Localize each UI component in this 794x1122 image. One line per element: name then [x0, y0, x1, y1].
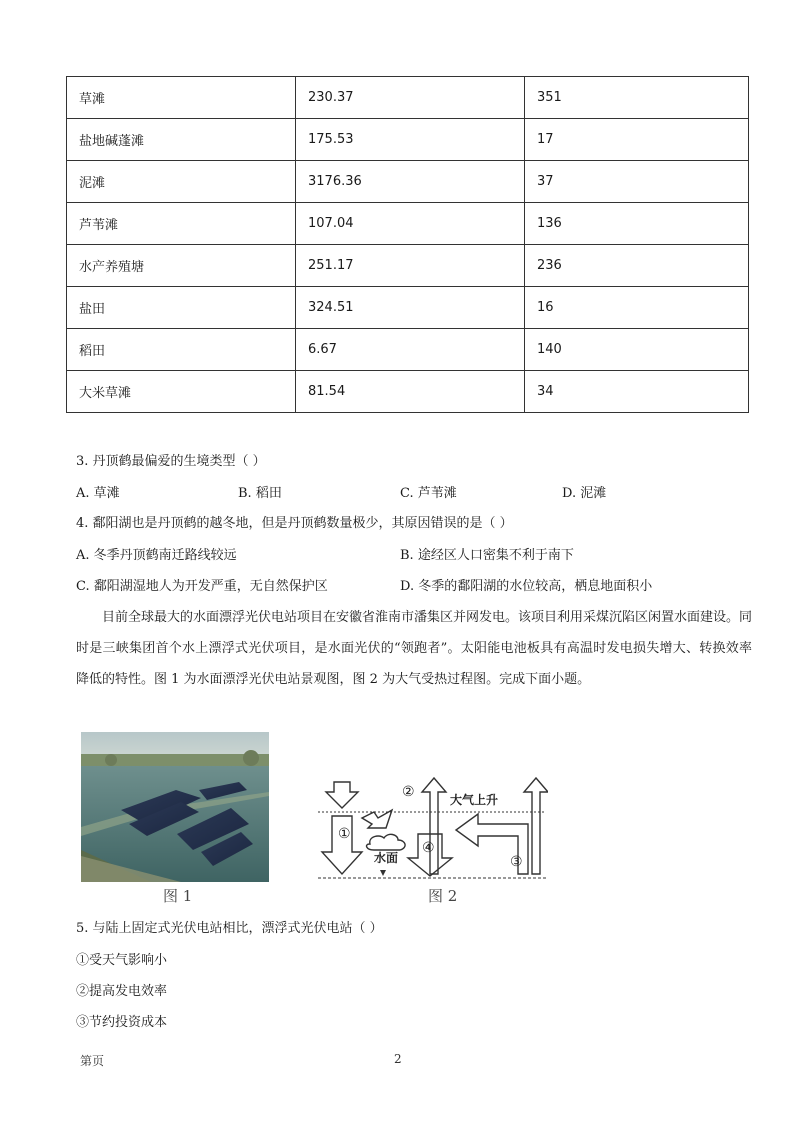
figure-2-caption: 图 2: [428, 887, 458, 905]
figure-1-caption: 图 1: [163, 887, 193, 905]
area-cell: 251.17: [296, 245, 525, 287]
area-cell: 81.54: [296, 371, 525, 413]
question-3-option-c: C. 芦苇滩: [400, 486, 457, 501]
habitat-cell: 水产养殖塘: [67, 245, 296, 287]
habitat-cell: 泥滩: [67, 161, 296, 203]
count-cell: 37: [525, 161, 749, 203]
label-3: ③: [510, 854, 523, 870]
count-cell: 351: [525, 77, 749, 119]
area-cell: 230.37: [296, 77, 525, 119]
question-5-option-2: ②提高发电效率: [76, 984, 168, 999]
figure-1-photo: [81, 732, 269, 882]
question-4-option-b: B. 途经区人口密集不利于南下: [400, 548, 574, 563]
question-3-option-d: D. 泥滩: [562, 486, 607, 501]
question-4-option-c: C. 鄱阳湖湿地人为开发严重，无自然保护区: [76, 579, 328, 594]
table-row: [67, 119, 749, 161]
area-cell: 3176.36: [296, 161, 525, 203]
table-row: [67, 245, 749, 287]
question-3-option-b: B. 稻田: [238, 486, 282, 501]
habitat-table: [66, 76, 749, 413]
habitat-cell: 芦苇滩: [67, 203, 296, 245]
habitat-cell: 盐地碱蓬滩: [67, 119, 296, 161]
habitat-cell: 大米草滩: [67, 371, 296, 413]
area-cell: 324.51: [296, 287, 525, 329]
arrow-up-left: [422, 778, 446, 874]
footer-left: 第页: [80, 1054, 105, 1068]
atmosphere-heating-diagram: [318, 774, 548, 886]
question-3-stem: 3. 丹顶鹤最偏爱的生境类型（ ）: [76, 454, 266, 469]
table-row: [67, 203, 749, 245]
table-row: [67, 371, 749, 413]
question-4-option-a: A. 冬季丹顶鹤南迁路线较远: [76, 548, 237, 563]
habitat-cell: 稻田: [67, 329, 296, 371]
label-water: 水面: [374, 851, 399, 865]
table-row: [67, 161, 749, 203]
table-row: [67, 287, 749, 329]
area-cell: 6.67: [296, 329, 525, 371]
label-1: ①: [338, 826, 351, 842]
arrow-1: [326, 782, 358, 808]
page-number: 2: [394, 1052, 402, 1066]
habitat-cell: 盐田: [67, 287, 296, 329]
question-3-option-a: A. 草滩: [76, 486, 120, 501]
question-5-stem: 5. 与陆上固定式光伏电站相比，漂浮式光伏电站（ ）: [76, 921, 383, 936]
arrow-2: [362, 810, 392, 828]
count-cell: 136: [525, 203, 749, 245]
area-cell: 175.53: [296, 119, 525, 161]
label-rise: 大气上升: [450, 793, 499, 807]
area-cell: 107.04: [296, 203, 525, 245]
question-4-stem: 4. 鄱阳湖也是丹顶鹤的越冬地，但是丹顶鹤数量极少，其原因错误的是（ ）: [76, 516, 513, 531]
label-2: ②: [402, 784, 415, 800]
table-row: [67, 329, 749, 371]
cloud-shape: [367, 834, 406, 850]
table-row: [67, 77, 749, 119]
count-cell: 34: [525, 371, 749, 413]
count-cell: 236: [525, 245, 749, 287]
question-5-option-3: ③节约投资成本: [76, 1015, 168, 1030]
habitat-cell: 草滩: [67, 77, 296, 119]
figure-2-diagram: [318, 774, 548, 886]
reading-passage: 目前全球最大的水面漂浮光伏电站项目在安徽省淮南市潘集区并网发电。该项目利用采煤沉陷区闲置水面建设。同时是三峡集团首个水上漂浮式光伏项目，是水面光伏的“领跑者”。太阳能电池板具有高温时发电损失增大、转换效率降低的特性。图 1 为水面漂浮光伏电站景观图，图 2 为大气受热过程图。完成下面小题。: [76, 610, 753, 687]
label-4: ④: [422, 840, 435, 856]
count-cell: 17: [525, 119, 749, 161]
floating-solar-photo: [81, 732, 269, 882]
count-cell: 16: [525, 287, 749, 329]
question-5-option-1: ①受天气影响小: [76, 953, 168, 968]
question-4-option-d: D. 冬季的鄱阳湖的水位较高，栖息地面积小: [400, 579, 653, 594]
count-cell: 140: [525, 329, 749, 371]
